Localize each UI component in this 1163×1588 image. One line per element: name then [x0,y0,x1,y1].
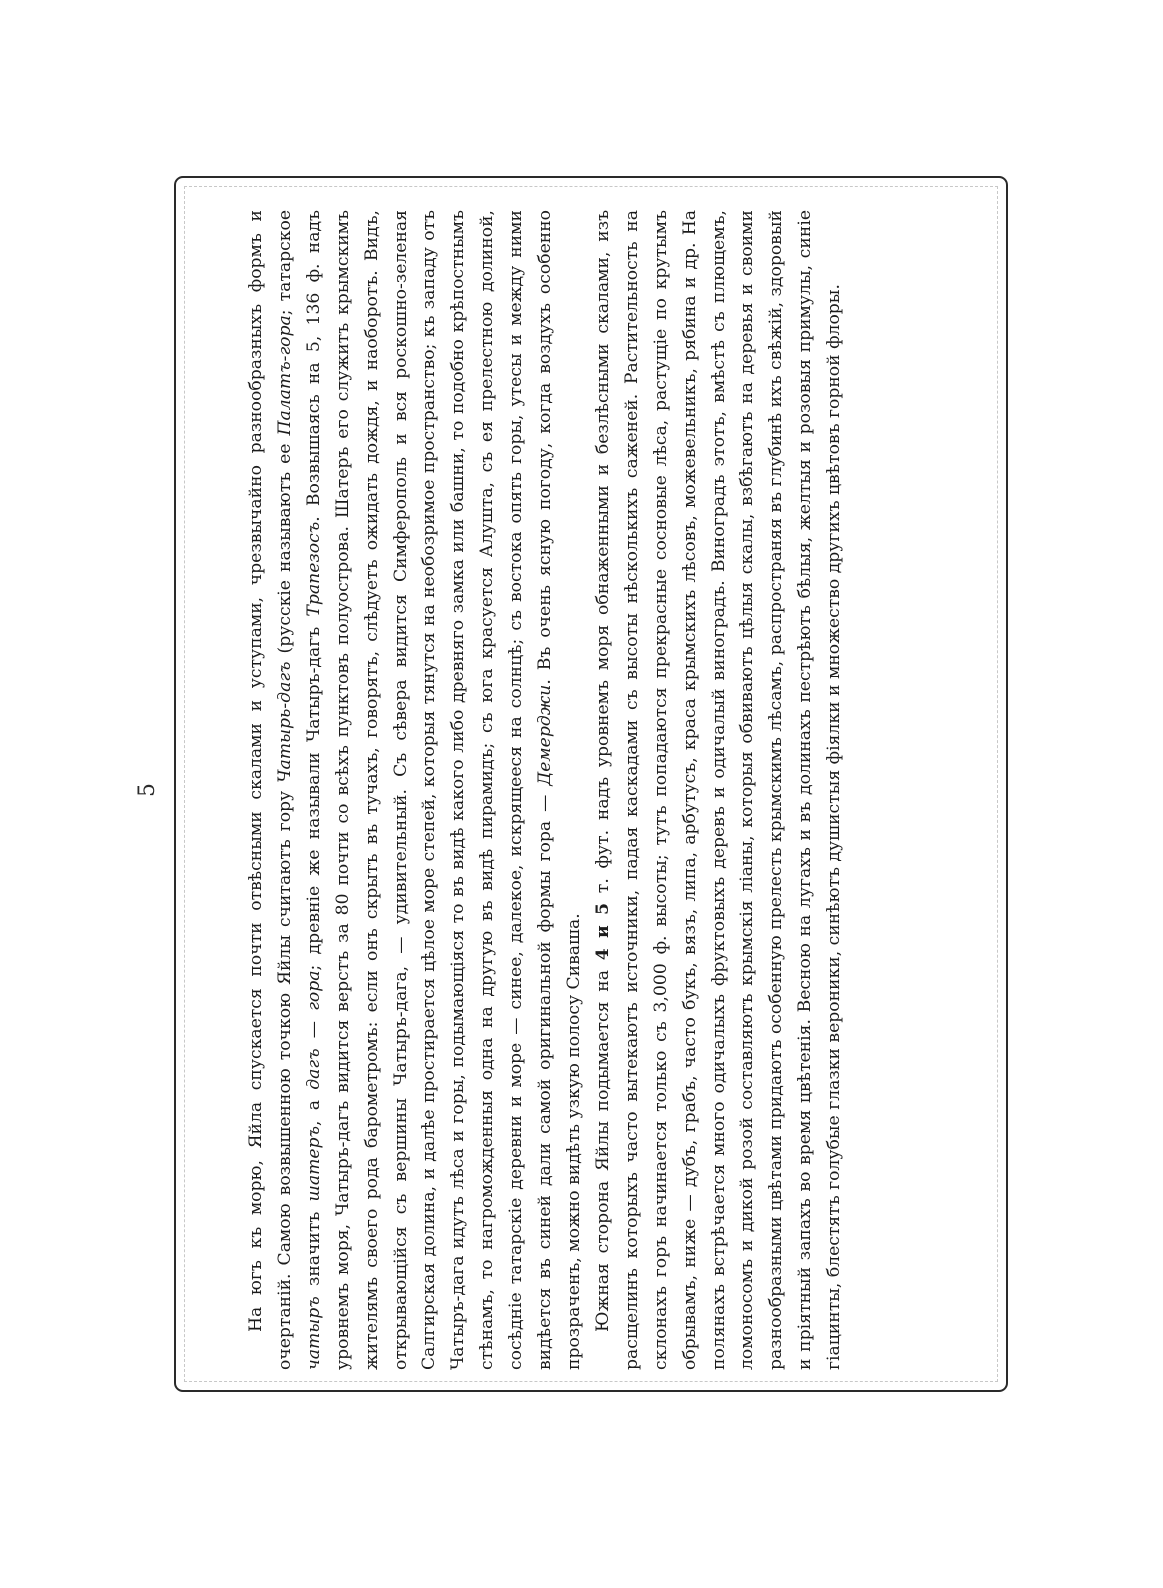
italic-term: гора [303,970,324,1011]
text-run: . Возвышаясь на 5, 136 ф. надъ уровнемъ моря, Чатыръ-дагъ видится верстъ за 80 почти со всѣхъ пунктовъ полуострова. Шатеръ его служитъ крымскимъ жителямъ своего рода барометромъ: если онъ скрытъ въ тучахъ, говорятъ, слѣдуетъ ожидать дождя, и наоборотъ. Видъ, открывающійся съ вершины Чатыръ-дага, — удивительный. Съ сѣвера видится Симферополь и вся роскошно-зеленая Салгирская долина, и далѣе простирается цѣлое море степей, которыя тянутся на необозримое пространство; къ западу отъ Чатыръ-дага идутъ лѣса и горы, подымающіяся то въ видѣ какого либо древняго замка или башни, то подобно крѣпостнымъ стѣнамъ, то нагроможденныя одна на другую въ видѣ пирамидъ; съ юга красуется Алушта, съ ея прелестною долиной, сосѣдніе татарскіе деревни и море — синее, далекое, искрящееся на солнцѣ; съ востока опять горы, утесы и между ними видѣется въ синей дали самой оригинальной формы гора — [303,210,556,1370]
text-run: ; татарское [274,210,295,316]
rotated-text-block [242,210,932,1370]
paragraph-2 [589,210,849,1370]
italic-term: чатыръ [303,1296,324,1370]
text-run: ; древніе же называли Чатыръ-дагъ [303,616,324,971]
paragraph-1 [242,210,589,1370]
text-run: , а [303,1089,324,1126]
text-run: т. фут. надъ уровнемъ моря обнаженными и безлѣсными скалами, изъ расщелинъ которыхъ часто вытекаютъ источники, падая каскадами съ высоты нѣсколькихъ саженей. Растительность на склонахъ горъ начинается только съ 3,000 ф. высоты; тутъ попадаются прекрасные сосновые лѣса, растущіе по крутымъ обрывамъ, ниже — дубъ, грабъ, часто букъ, вязъ, липа, арбутусъ, краса крымскихъ лѣсовъ, можевельникъ, рябина и др. На полянахъ встрѣчается много одичалыхъ фруктовыхъ деревъ и одичалый виноградъ. Виноградъ этотъ, вмѣстѣ съ плющемъ, ломоносомъ и дикой розой составляютъ крымскія ліаны, которыя обвиваютъ цѣлыя скалы, взбѣгаютъ на деревья и своими разнообразными цвѣтами придаютъ особенную прелесть крымскимъ лѣсамъ, распространяя въ глубинѣ ихъ свѣжій, здоровый и пріятный запахъ во время цвѣтенія. Весною на лугахъ и въ долинахъ пестрѣютъ бѣлыя, желтыя и розовыя примулы, синіе гіацинты, блестятъ голубые глазки вероники, синѣютъ душистыя фіялки и множество другихъ цвѣтовъ горной флоры. [592,209,845,1370]
text-run: — [303,1010,324,1049]
italic-term: Чатырь-дагъ [274,661,295,783]
italic-term: Демерджи [535,684,556,786]
text-run: значитъ [303,1201,324,1297]
bold-figure: 4 и 5 [592,902,613,961]
text-run: Южная сторона Яйлы подымается на [592,960,613,1332]
page-number: 5 [135,783,160,797]
italic-term: Трапезосъ [303,521,324,617]
italic-term: дагъ [303,1048,324,1090]
text-run: . Въ очень ясную погоду, когда воздухъ особенно прозраченъ, можно видѣть узкую полосу Сиваша. [535,210,584,1370]
italic-term: Палатъ-гора [274,315,295,436]
italic-term: шатеръ [303,1125,324,1202]
text-run: (русскіе называютъ ее [274,435,295,662]
text-run: На югъ къ морю, Яйла спускается почти отвѣсными скалами и уступами, чрезвычайно разнообразныхъ формъ и очертаній. Самою возвышенною точкою Яйлы считаютъ гору [246,210,295,1370]
